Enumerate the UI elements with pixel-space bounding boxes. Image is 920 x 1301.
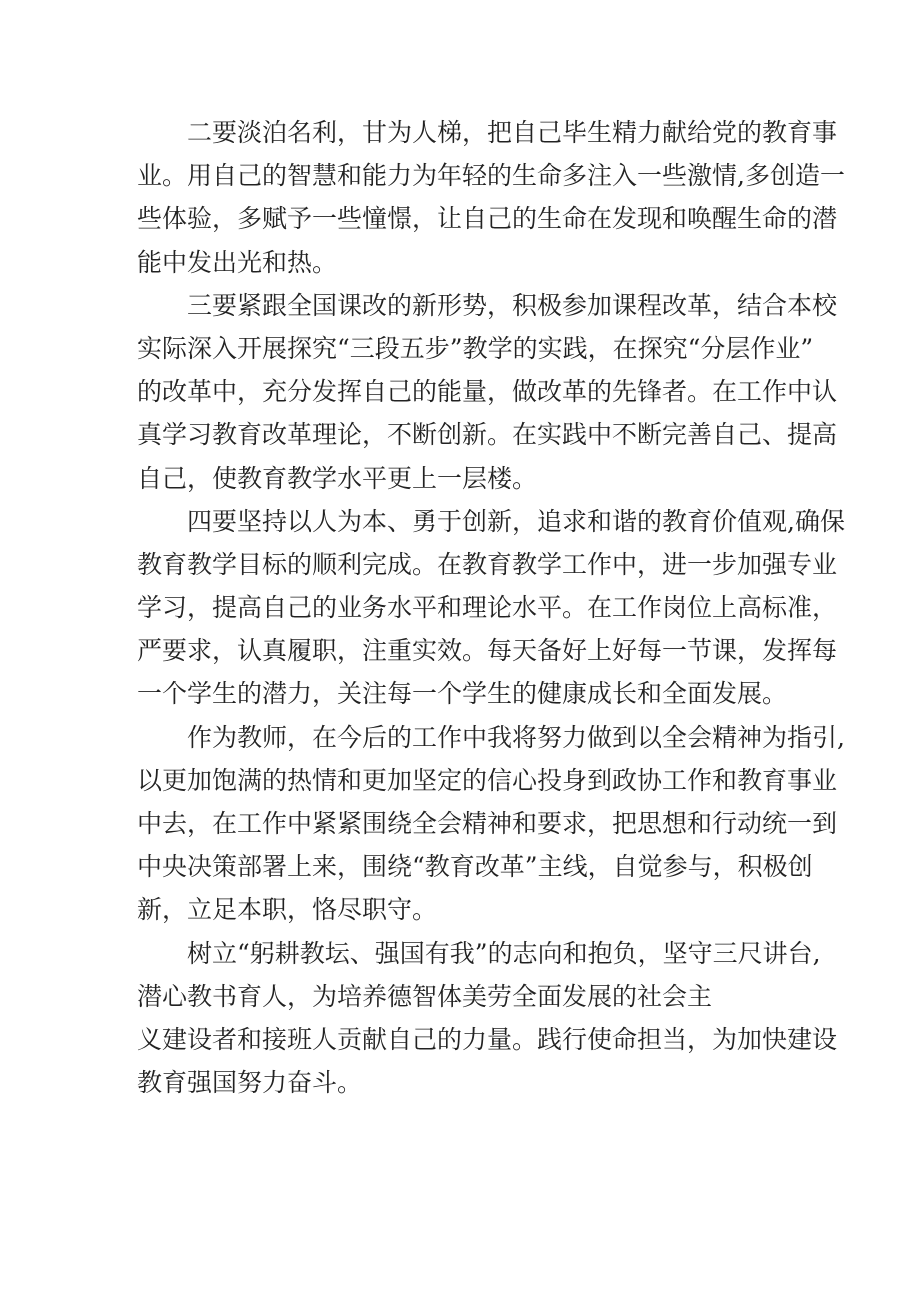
paragraph-1-line-4: 能中发出光和热。 xyxy=(137,247,338,277)
paragraph-3-line-3: 学习，提高自己的业务水平和理论水平。在工作岗位上高标准， xyxy=(137,593,838,623)
paragraph-5-line-3: 义建设者和接班人贡献自己的力量。践行使命担当，为加快建设 xyxy=(137,1024,838,1054)
paragraph-1-line-2: 业。用自己的智慧和能力为年轻的生命多注入一些激情,多创造一 xyxy=(137,161,845,191)
paragraph-4-line-2: 以更加饱满的热情和更加坚定的信心投身到政协工作和教育事业 xyxy=(137,765,838,795)
paragraph-3-line-1: 四要坚持以人为本、勇于创新，追求和谐的教育价值观,确保 xyxy=(187,506,845,536)
paragraph-2-line-4: 真学习教育改革理论，不断创新。在实践中不断完善自己、提高 xyxy=(137,420,838,450)
paragraph-4-line-4: 中央决策部署上来，围绕“教育改革”主线，自觉参与，积极创 xyxy=(137,852,813,882)
paragraph-2-line-1: 三要紧跟全国课改的新形势，积极参加课程改革，结合本校 xyxy=(187,290,838,320)
paragraph-4-line-3: 中去，在工作中紧紧围绕全会精神和要求，把思想和行动统一到 xyxy=(137,809,838,838)
paragraph-1-line-1: 二要淡泊名利，甘为人梯，把自己毕生精力献给党的教育事 xyxy=(187,118,838,147)
paragraph-5-line-2: 潜心教书育人，为培养德智体美劳全面发展的社会主 xyxy=(137,981,713,1011)
paragraph-4-line-5: 新，立足本职，恪尽职守。 xyxy=(137,895,438,925)
document-body xyxy=(137,111,845,1104)
paragraph-1-line-3: 些体验，多赋予一些憧憬，让自己的生命在发现和唤醒生命的潜 xyxy=(137,204,838,234)
paragraph-3-line-2: 教育教学目标的顺利完成。在教育教学工作中，进一步加强专业 xyxy=(137,549,838,579)
paragraph-3-line-5: 一个学生的潜力，关注每一个学生的健康成长和全面发展。 xyxy=(137,679,788,709)
paragraph-2-line-5: 自己，使教育教学水平更上一层楼。 xyxy=(137,463,538,493)
paragraph-3-line-4: 严要求，认真履职，注重实效。每天备好上好每一节课，发挥每 xyxy=(137,636,838,666)
paragraph-5-line-1: 树立“躬耕教坛、强国有我”的志向和抱负，坚守三尺讲台, xyxy=(187,938,821,968)
paragraph-5-line-4: 教育强国努力奋斗。 xyxy=(137,1068,363,1098)
paragraph-4-line-1: 作为教师，在今后的工作中我将努力做到以全会精神为指引, xyxy=(187,722,845,752)
paragraph-2-line-3: 的改革中，充分发挥自己的能量，做改革的先锋者。在工作中认 xyxy=(137,377,838,407)
paragraph-2-line-2: 实际深入开展探究“三段五步”教学的实践，在探究“分层作业” xyxy=(137,333,814,363)
